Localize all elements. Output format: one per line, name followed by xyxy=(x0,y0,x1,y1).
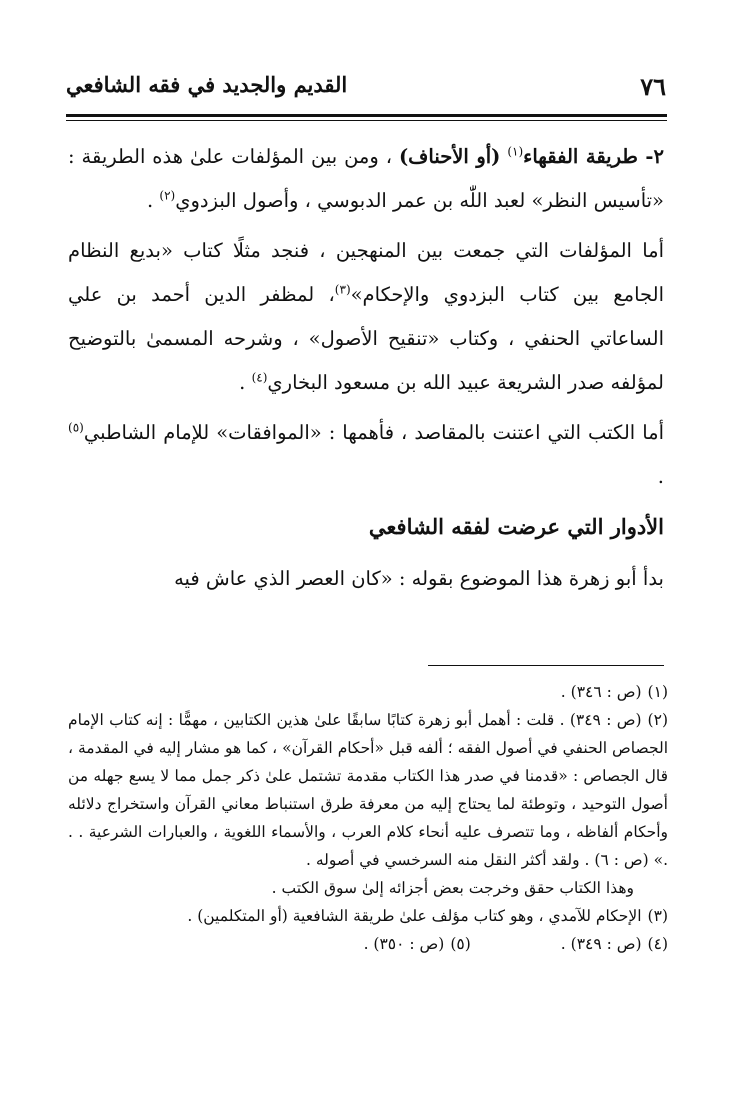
footnote-separator xyxy=(428,665,664,666)
footnote-2 xyxy=(68,706,668,874)
footnote-text: (ص : ٣٤٦) . xyxy=(560,683,642,701)
footnote-5 xyxy=(364,930,471,958)
page-number: ٧٦ xyxy=(640,72,666,101)
paragraph-maqasid-works xyxy=(68,411,664,499)
paragraph-text-b: ، لمظفر الدين أحمد بن علي الساعاتي الحنفي ، وكتاب «تنقيح الأصول» ، وشرحه المسمىٰ بالتوضيح لمؤلفه صدر الشريعة عبيد الله بن مسعود البخاري xyxy=(68,283,664,394)
paragraph-end: . xyxy=(147,189,160,212)
footnote-marker: (١) xyxy=(647,683,668,701)
footnote-3 xyxy=(68,902,668,930)
paragraph-heading: ٢- طريقة الفقهاء xyxy=(523,145,664,168)
footnote-text: (ص : ٣٤٩) . xyxy=(560,935,642,953)
paragraph-fuqaha-method xyxy=(68,135,664,223)
paragraph-combined-works xyxy=(68,229,664,405)
paragraph-text: ، ومن بين المؤلفات علىٰ هذه الطريقة : «تأسيس النظر» لعبد اللّٰه بن عمر الدبوسي ، وأصول البزدوي xyxy=(68,145,664,212)
running-title: القديم والجديد في فقه الشافعي xyxy=(66,72,348,97)
footnote-ref-4: (٤) xyxy=(251,370,268,385)
paragraph-heading-tail: (أو الأحناف) xyxy=(398,145,501,168)
footnote-text: (ص : ٣٥٠) . xyxy=(363,935,445,953)
paragraph-end: . xyxy=(239,371,252,394)
header-rule-thin xyxy=(66,120,667,121)
footnote-ref-1: (١) xyxy=(507,144,524,159)
footnote-row-4-5 xyxy=(68,930,668,958)
paragraph-abu-zahra: بدأ أبو زهرة هذا الموضوع بقوله : «كان العصر الذي عاش فيه xyxy=(174,567,664,590)
footnote-ref-2: (٢) xyxy=(159,188,176,203)
footnotes xyxy=(68,678,668,958)
page-header xyxy=(66,72,666,112)
footnote-marker: (٣) xyxy=(647,907,668,925)
paragraph-text-a: أما المؤلفات التي جمعت بين المنهجين ، فنجد مثلًا كتاب «بديع النظام الجامع بين كتاب البزدوي والإحكام» xyxy=(68,239,665,306)
footnote-marker: (٥) xyxy=(450,935,471,953)
header-rule-thick xyxy=(66,114,667,117)
footnote-4 xyxy=(561,930,668,958)
footnote-marker: (٤) xyxy=(647,935,668,953)
footnote-ref-5: (٥) xyxy=(68,420,84,435)
section-heading: الأدوار التي عرضت لفقه الشافعي xyxy=(368,514,664,539)
footnote-marker: (٢) xyxy=(647,711,668,729)
paragraph-text: أما الكتب التي اعتنت بالمقاصد ، فأهمها : «الموافقات» للإمام الشاطبي xyxy=(83,421,664,444)
footnote-1 xyxy=(68,678,668,706)
paragraph-end: . xyxy=(657,465,664,488)
footnote-ref-3: (٣) xyxy=(334,282,351,297)
footnote-text: (ص : ٣٤٩) . قلت : أهمل أبو زهرة كتابًا سابقًا علىٰ هذين الكتابين ، مهمًّا : إنه كتاب الإمام الجصاص الحنفي في أصول الفقه ؛ ألفه قبل «أحكام القرآن» ، كما هو مشار إليه في المقدمة ، قال الجصاص : «قدمنا في صدر هذا الكتاب مقدمة تشتمل علىٰ ذكر جمل مما لا يسع جهله من أصول التوحيد ، وتوطئة لما يحتاج إليه من معرفة طرق استنباط معاني القرآن واستخراج دلائله وأحكام ألفاظه ، وما تتصرف عليه أنحاء كلام العرب ، والأسماء اللغوية ، والعبارات الشرعية . . .» (ص : ٦) . ولقد أكثر النقل منه السرخسي في أصوله . xyxy=(68,711,668,869)
main-text xyxy=(68,135,664,607)
footnote-2-continuation: وهذا الكتاب حقق وخرجت بعض أجزائه إلىٰ سوق الكتب . xyxy=(271,879,634,897)
footnote-text: الإحكام للآمدي ، وهو كتاب مؤلف علىٰ طريقة الشافعية (أو المتكلمين) . xyxy=(187,907,642,925)
